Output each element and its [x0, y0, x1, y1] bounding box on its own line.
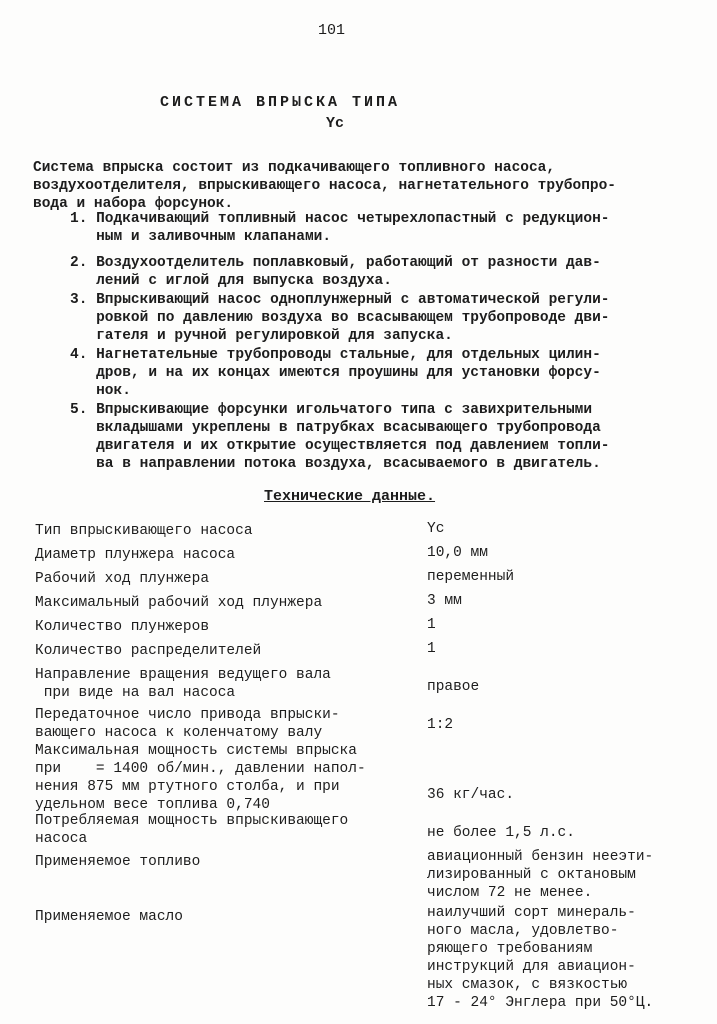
spec-value: Yc	[427, 521, 445, 537]
spec-value: 3 мм	[427, 593, 462, 609]
spec-label: Количество плунжеров	[35, 619, 210, 635]
spec-value: авиационный бензин нееэти- лизированный с октановым числом 72 не менее.	[427, 849, 654, 901]
list-item: 2. Воздухоотделитель поплавковый, работающий от разности дав- лений с иглой для выпуска воздуха.	[70, 255, 601, 289]
document-title: СИСТЕМА ВПРЫСКА ТИПА	[160, 94, 401, 111]
spec-value: 1	[427, 617, 436, 633]
intro-paragraph: Система впрыска состоит из подкачивающего топливного насоса, воздухоотделителя, впрыскивающего насоса, нагнетательного трубопро- вода и набора форсунок.	[33, 160, 616, 212]
spec-label: Количество распределителей	[35, 643, 262, 659]
spec-label: Направление вращения ведущего вала при виде на вал насоса	[35, 667, 331, 701]
spec-label: Диаметр плунжера насоса	[35, 547, 236, 563]
list-item: 1. Подкачивающий топливный насос четырехлопастный с редукцион- ным и заливочным клапанами.	[70, 211, 610, 245]
section-heading: Технические данные.	[264, 488, 436, 505]
spec-label: Максимальная мощность системы впрыска при = 1400 об/мин., давлении напол- нения 875 мм ртутного столба, и при удельном весе топлива 0,740	[35, 743, 366, 813]
spec-value: не более 1,5 л.с.	[427, 825, 575, 841]
spec-value: 36 кг/час.	[427, 787, 515, 803]
list-item: 4. Нагнетательные трубопроводы стальные, для отдельных цилин- дров, и на их концах имеются проушины для установки форсу- нок.	[70, 347, 601, 399]
spec-value: переменный	[427, 569, 515, 585]
spec-label: Максимальный рабочий ход плунжера	[35, 595, 323, 611]
spec-value: 1:2	[427, 717, 454, 733]
list-item: 3. Впрыскивающий насос одноплунжерный с автоматической регули- ровкой по давлению воздуха во всасывающем трубопроводе дви- гателя и ручной регулировкой для запуска.	[70, 292, 610, 344]
spec-value: правое	[427, 679, 480, 695]
spec-label: Потребляемая мощность впрыскивающего насоса	[35, 813, 349, 847]
spec-label: Применяемое топливо	[35, 854, 201, 870]
spec-label: Применяемое масло	[35, 909, 183, 925]
spec-label: Рабочий ход плунжера	[35, 571, 210, 587]
list-item: 5. Впрыскивающие форсунки игольчатого типа с завихрительными вкладышами укреплены в патрубках всасывающего трубопровода двигателя и их открытие осуществляется под давлением топли- ва в направлении потока воздуха, всасываемого в двигатель.	[70, 402, 610, 472]
spec-label: Тип впрыскивающего насоса	[35, 523, 253, 539]
spec-value: 1	[427, 641, 436, 657]
page-number: 101	[318, 22, 346, 39]
document-subtitle: Yc	[326, 115, 345, 132]
spec-value: наилучший сорт минераль- ного масла, удовлетво- ряющего требованиям инструкций для авиацион- ных смазок, с вязкостью 17 - 24° Энглера при 50°Ц.	[427, 905, 654, 1011]
spec-label: Передаточное число привода впрыски- вающего насоса к коленчатому валу	[35, 707, 340, 741]
spec-value: 10,0 мм	[427, 545, 488, 561]
